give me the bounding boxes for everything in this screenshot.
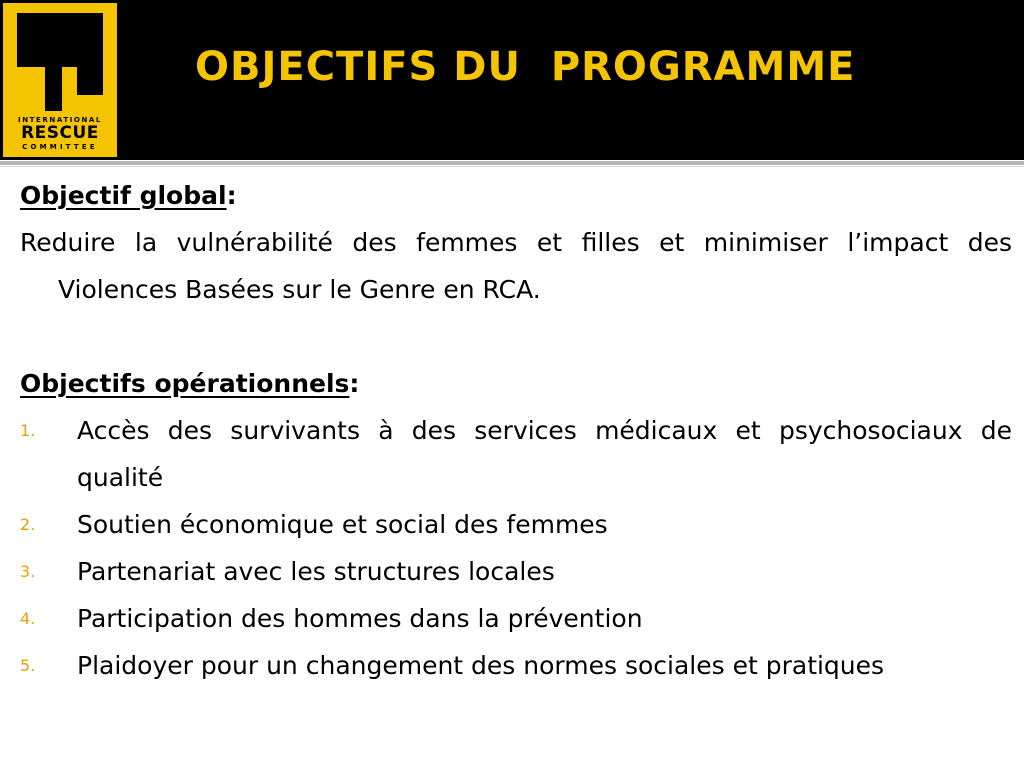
list-item-text: Partenariat avec les structures locales	[77, 557, 555, 586]
operational-objectives-heading	[20, 360, 1012, 407]
header-divider	[0, 161, 1024, 165]
list-item-number: 1.	[20, 421, 36, 440]
operational-objectives-heading-text: Objectifs opérationnels	[20, 369, 350, 398]
global-objective-text: Reduire la vulnérabilité des femmes et filles et minimiser l’impact des Violences Basées sur le Genre en RCA.	[20, 228, 1012, 304]
list-item	[20, 407, 1012, 501]
irc-logo-mark-icon	[17, 13, 103, 111]
global-objective-colon: :	[226, 181, 237, 210]
list-item-number: 4.	[20, 609, 36, 628]
logo-text-committee: COMMITTEE	[22, 143, 98, 151]
slide-body	[20, 172, 1012, 689]
list-item	[20, 595, 1012, 642]
logo-text-international: INTERNATIONAL	[17, 116, 102, 124]
list-item	[20, 501, 1012, 548]
operational-objectives-colon: :	[349, 369, 360, 398]
slide-title: OBJECTIFS DU PROGRAMME	[195, 44, 856, 90]
list-item-text: Participation des hommes dans la prévention	[77, 604, 643, 633]
list-item-text: Soutien économique et social des femmes	[77, 510, 608, 539]
list-item-number: 3.	[20, 562, 36, 581]
list-item	[20, 548, 1012, 595]
logo-text-rescue: RESCUE	[21, 123, 99, 143]
global-objective-heading-text: Objectif global	[20, 181, 227, 210]
list-item-text: Plaidoyer pour un changement des normes sociales et pratiques	[77, 651, 885, 680]
list-item-number: 5.	[20, 656, 36, 675]
operational-objectives-list	[20, 407, 1012, 689]
spacer	[20, 313, 1012, 360]
list-item	[20, 642, 1012, 689]
irc-logo	[3, 3, 117, 157]
list-item-number: 2.	[20, 515, 36, 534]
list-item-text: Accès des survivants à des services médicaux et psychosociaux de qualité	[77, 416, 1012, 492]
global-objective-heading	[20, 172, 1012, 219]
header-divider-thin	[0, 166, 1024, 167]
